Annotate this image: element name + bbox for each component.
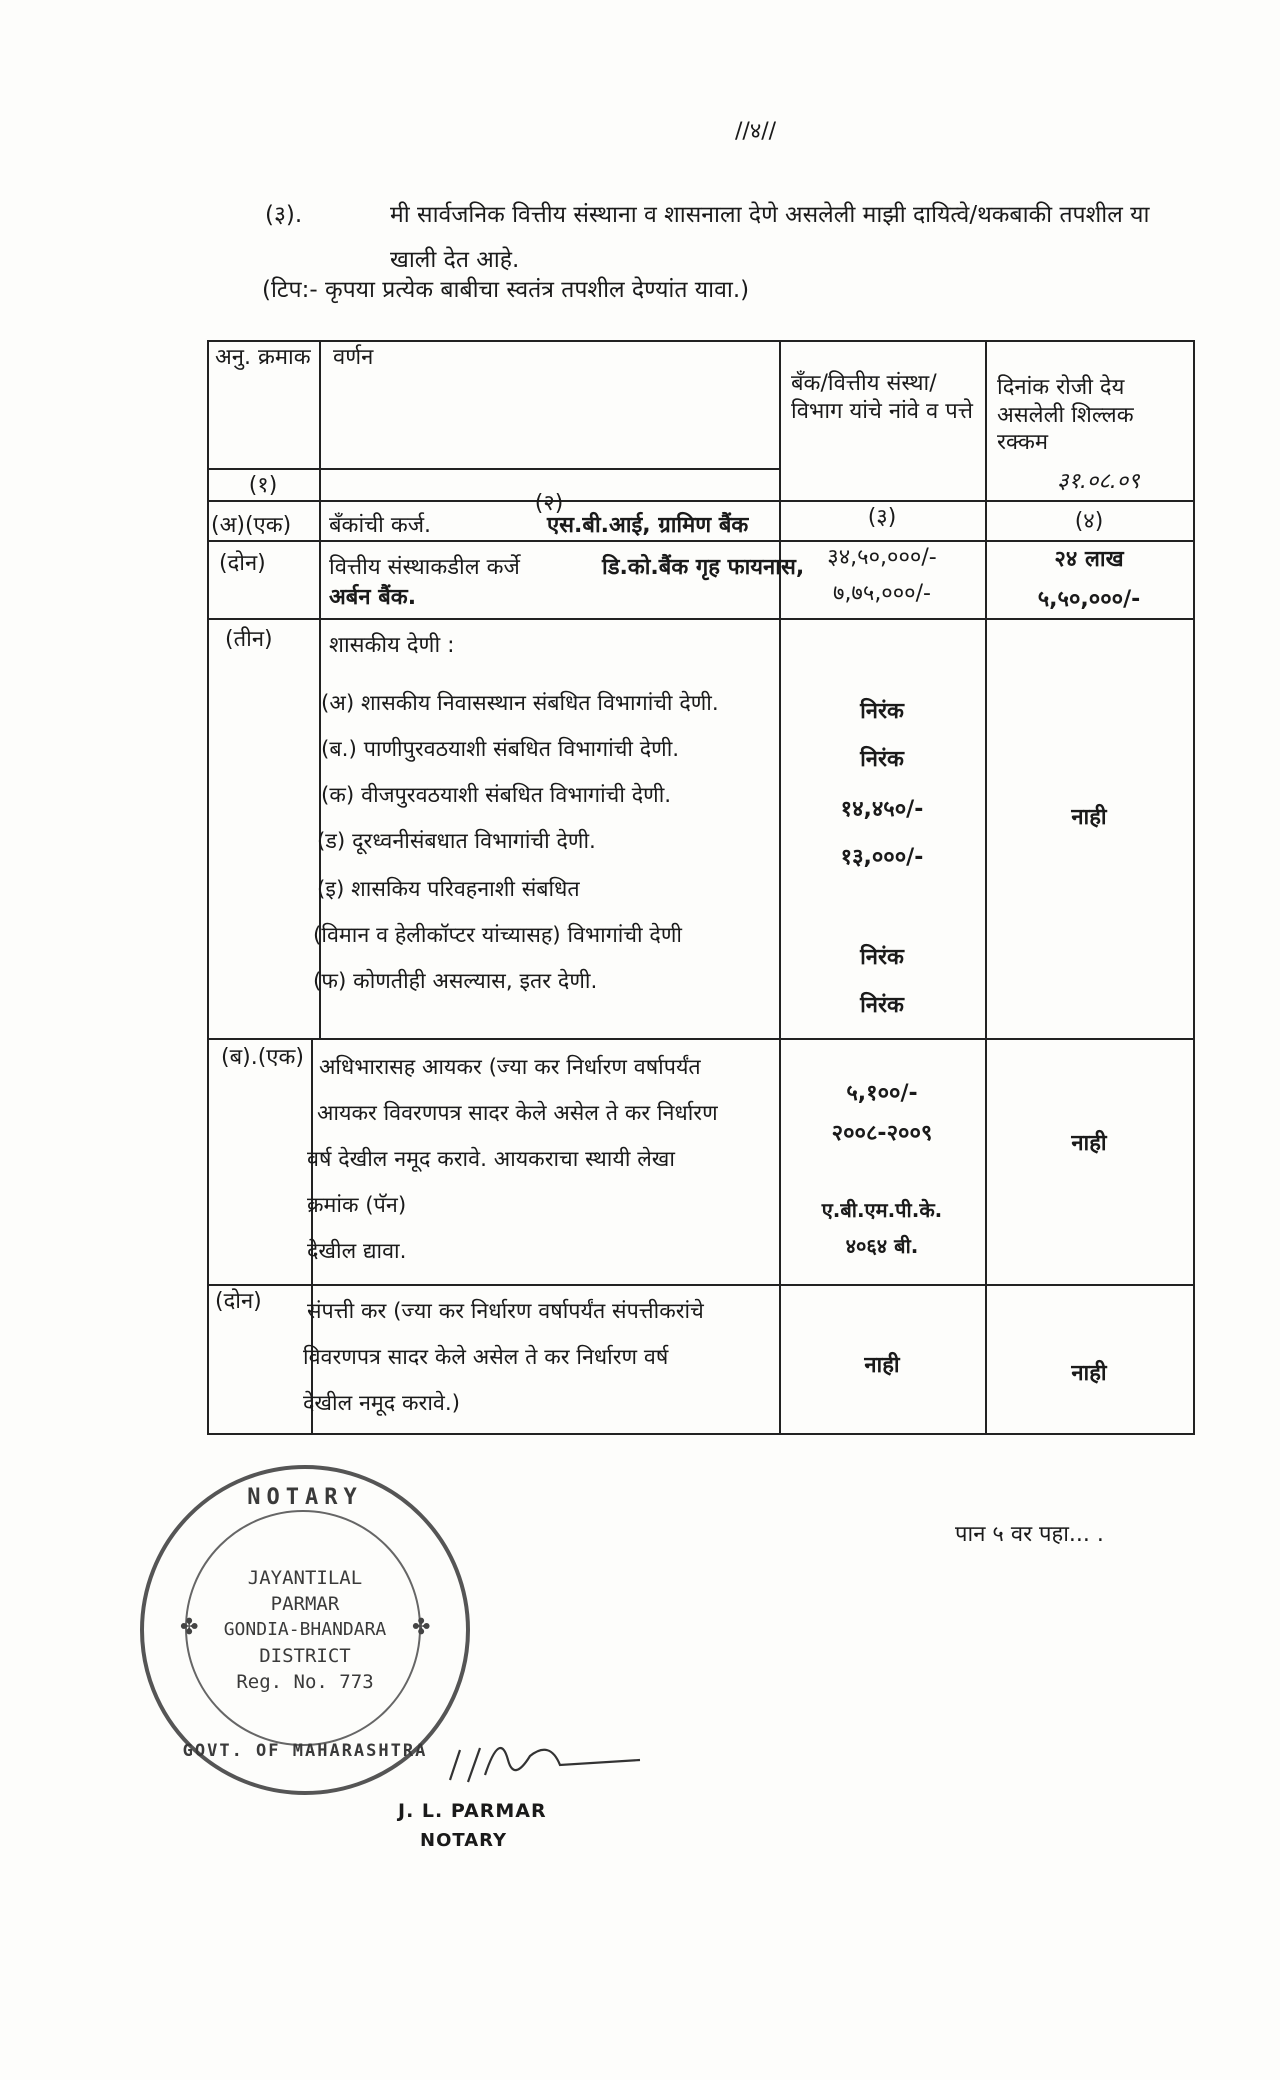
row1-label: बँकांची कर्ज.: [329, 513, 432, 538]
stamp-line-5: Reg. No. 773: [236, 1671, 374, 1693]
row4-balance: नाही: [1071, 1131, 1107, 1156]
row5-line-2: विवरणपत्र सादर केले असेल ते कर निर्धारण वर्ष: [303, 1345, 669, 1370]
row3-item-c: (क) वीजपुरवठयाशी संबधित विभागांची देणी.: [321, 783, 672, 808]
header-serial: अनु. क्रमाक: [215, 345, 311, 370]
row2-serial: (दोन): [219, 551, 266, 576]
stamp-top-text: NOTARY: [247, 1485, 363, 1510]
row4-line-1: अधिभारासह आयकर (ज्या कर निर्धारण वर्षापर्यंत: [319, 1055, 701, 1080]
row4-serial: (ब).(एक): [221, 1045, 304, 1070]
row5-balance: नाही: [1071, 1361, 1107, 1386]
intro-number: (३).: [265, 202, 303, 228]
signatory-title: NOTARY: [420, 1830, 508, 1851]
header-description: वर्णन: [333, 345, 374, 370]
row2-entity-1: डि.को.बैंक गृह फायनास,: [602, 555, 805, 580]
row3-serial: (तीन): [225, 627, 273, 652]
row4-pan-2: ४०६४ बी.: [845, 1234, 919, 1258]
row5-line-3: देखील नमूद करावे.): [303, 1391, 461, 1416]
row3-value-f: निरंक: [860, 993, 904, 1018]
row1-balance: २४ लाख: [1054, 547, 1124, 572]
row3-label: शासकीय देणी :: [329, 633, 455, 658]
header-balance: दिनांक रोजी देय असलेली शिल्लक रक्कम: [997, 375, 1134, 455]
liabilities-table: [207, 340, 1195, 1435]
row3-item-a: (अ) शासकीय निवासस्थान संबधित विभागांची देणी.: [321, 691, 719, 716]
row3-value-b: निरंक: [860, 747, 904, 772]
intro-note: (टिप:- कृपया प्रत्येक बाबीचा स्वतंत्र तपशील देण्यांत यावा.): [262, 277, 750, 303]
stamp-line-2: PARMAR: [270, 1593, 340, 1615]
stamp-ornament-left: ✤: [180, 1615, 199, 1640]
page-number: //४//: [735, 119, 777, 144]
row3-item-b: (ब.) पाणीपुरवठयाशी संबधित विभागांची देणी.: [321, 737, 680, 762]
row5-serial: (दोन): [215, 1289, 262, 1314]
row2-amount: ७,७५,०००/-: [833, 581, 931, 606]
row4-line-4: क्रमांक (पॅन): [307, 1193, 407, 1218]
row1-serial: (अ)(एक): [211, 513, 292, 538]
row3-value-e: निरंक: [860, 945, 904, 970]
row3-item-e: (इ) शासकिय परिवहनाशी संबधित: [317, 877, 580, 902]
header-institution: बँक/वित्तीय संस्था/ विभाग यांचे नांवे व पत्ते: [791, 371, 973, 424]
signatory-name: J. L. PARMAR: [398, 1800, 547, 1822]
row4-pan-1: ए.बी.एम.पी.के.: [821, 1198, 943, 1222]
col-number-2: (२): [534, 491, 564, 516]
intro-line-2: खाली देत आहे.: [390, 247, 520, 273]
col-number-4: (४): [1074, 509, 1104, 534]
signature-scribble: [430, 1720, 650, 1810]
row5-line-1: संपत्ती कर (ज्या कर निर्धारण वर्षापर्यंत संपत्तीकरांचे: [307, 1299, 704, 1324]
col-number-3: (३): [867, 505, 897, 530]
stamp-line-1: JAYANTILAL: [247, 1567, 363, 1589]
stamp-ornament-right: ✤: [412, 1615, 431, 1640]
row3-balance: नाही: [1071, 805, 1107, 830]
header-balance-date: ३१.०८.०९: [1057, 469, 1140, 494]
stamp-bottom-text: GOVT. OF MAHARASHTRA: [182, 1741, 428, 1761]
row3-item-d: (ड) दूरध्वनीसंबधात विभागांची देणी.: [317, 829, 596, 854]
col-number-1: (१): [248, 473, 278, 498]
row4-line-2: आयकर विवरणपत्र सादर केले असेल ते कर निर्धारण: [317, 1101, 718, 1126]
stamp-line-4: DISTRICT: [259, 1645, 351, 1667]
row2-balance: ५,५०,०००/-: [1037, 587, 1141, 612]
row4-line-5: देखील द्यावा.: [307, 1239, 407, 1264]
notary-stamp: [140, 1465, 470, 1795]
row4-line-3: वर्ष देखील नमूद करावे. आयकराचा स्थायी लेखा: [307, 1147, 675, 1172]
row3-value-c: १४,४५०/-: [840, 797, 924, 822]
row1-entity: एस.बी.आई, ग्रामिण बैंक: [547, 513, 749, 538]
row4-assessment-year: २००८-२००९: [831, 1121, 933, 1146]
row2-entity-2: अर्बन बैंक.: [329, 585, 417, 610]
continue-note: पान ५ वर पहा... .: [955, 1522, 1104, 1547]
stamp-line-3: GONDIA-BHANDARA: [223, 1619, 387, 1640]
row1-amount: ३४,५०,०००/-: [827, 545, 937, 570]
row5-value: नाही: [864, 1353, 900, 1378]
row3-value-a: निरंक: [860, 699, 904, 724]
row3-item-e-cont: (विमान व हेलीकॉप्टर यांच्यासह) विभागांची देणी: [313, 923, 682, 948]
intro-line-1: मी सार्वजनिक वित्तीय संस्थाना व शासनाला देणे असलेली माझी दायित्वे/थकबाकी तपशील या: [390, 202, 1150, 228]
row2-label: वित्तीय संस्थाकडील कर्जे: [329, 555, 520, 580]
row4-tax-amount: ५,१००/-: [846, 1081, 918, 1106]
row3-item-f: (फ) कोणतीही असल्यास, इतर देणी.: [313, 969, 598, 994]
row3-value-d: १३,०००/-: [840, 845, 924, 870]
